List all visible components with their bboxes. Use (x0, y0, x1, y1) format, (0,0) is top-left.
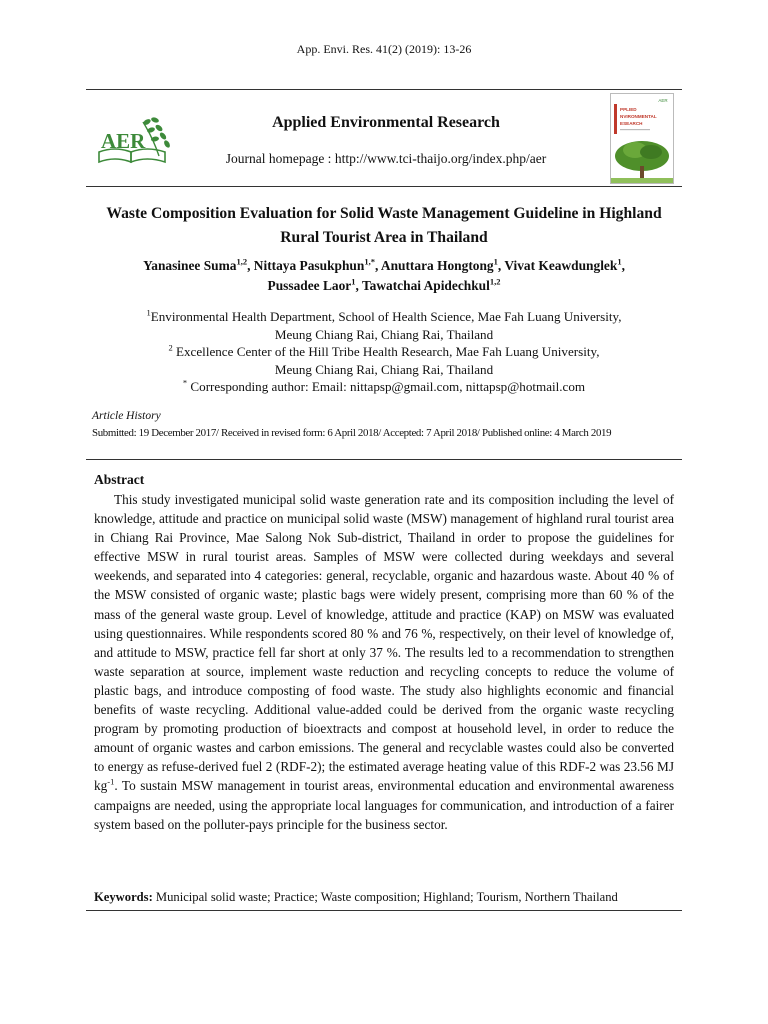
author-separator: , (374, 258, 381, 273)
journal-logo (95, 112, 177, 170)
affiliation-2 (100, 343, 668, 361)
running-header: App. Envi. Res. 41(2) (2019): 13-26 (296, 42, 472, 56)
author-name: Tawatchai Apidechkul (361, 278, 490, 293)
author-name: Vivat Keawdunglek (504, 258, 618, 273)
author-affil-sup: 1 (351, 276, 356, 287)
logo-text: AER (101, 129, 146, 153)
affiliation-sup: 1 (146, 307, 151, 318)
abstract-text-continued: . To sustain MSW management in tourist areas, environmental education and environmental awareness campaigns are needed, using the appropriate local languages for communication, and introduction of a fairer system based on the polluter-pays principle for the business sector. (94, 778, 674, 832)
affiliation-line: Environmental Health Department, School of Health Science, Mae Fah Luang University, (150, 309, 622, 324)
article-title: Waste Composition Evaluation for Solid Waste Management Guideline in Highland Rural Tourist Area in Thailand (106, 205, 662, 246)
journal-cover (610, 93, 674, 184)
affiliation-line: Meung Chiang Rai, Chiang Rai, Thailand (274, 326, 494, 342)
cover-title-line-2: NVIRONMENTAL (620, 114, 657, 119)
abstract-text: This study investigated municipal solid waste generation rate and its composition including the level of knowledge, attitude and practice on municipal solid waste (MSW) management of highland rural tourist area in Chiang Rai Province, Mae Salong Nok Sub-district, Thailand in order to propose the guidelines for effective MSW in rural tourist areas. Samples of MSW were collected during weekdays and several weekends, and separated into 4 categories: general, recyclable, organic and hazardous waste. About 40 % of the MSW consisted of organic waste; plastic bags were widely present, comprising more than 60 % of the mass of the general waste group. Level of knowledge, attitude and practice (KAP) on MSW was evaluated using questionnaires. While respondents scored 80 % and 76 %, respectively, on their level of knowledge of, and attitude to MSW, practice fell far short at only 37 %. The results led to a recommendation to strengthen waste separation at source, implement waste reduction and recycling concepts to reduce the volume of plastic bags, and introduce composting of food waste. The study also highlights economic and financial benefits of waste recycling. Additional value-added could be derived from the organic waste recycling program by promoting production of bioextracts and compost at household level, in order to reduce the amount of organic wastes and carbon emissions. The general and recyclable wastes could also be converted to energy as refuse-derived fuel 2 (RDF-2); the estimated average heating value of this RDF-2 was 23.56 MJ kg (94, 492, 674, 794)
author-separator: , (247, 258, 254, 273)
cover-badge: AER (658, 98, 668, 103)
header-top-rule (86, 89, 682, 90)
cover-title-line-1: PPLIED (620, 107, 637, 112)
corresponding-author (100, 378, 668, 396)
affiliation-line: Excellence Center of the Hill Tribe Health Research, Mae Fah Luang University, (172, 344, 600, 359)
author-separator: , (497, 258, 505, 273)
author-name: Anuttara Hongtong (380, 258, 494, 273)
corresponding-email[interactable]: Corresponding author: Email: nittapsp@gmail.com, nittapsp@hotmail.com (187, 379, 586, 394)
author-affil-sup: 1 (493, 256, 498, 267)
author-separator: , (621, 258, 625, 273)
author-affil-sup: 1,* (364, 256, 375, 267)
affiliation-sup: 2 (168, 342, 173, 353)
abstract-body (94, 490, 674, 834)
cover-title-line-3: ESEARCH (620, 121, 643, 126)
journal-homepage[interactable]: Journal homepage : http://www.tci-thaijo.org/index.php/aer (225, 151, 547, 166)
author-affil-sup: 1,2 (236, 256, 248, 267)
author-affil-sup: 1,2 (489, 276, 501, 287)
keywords (94, 890, 674, 905)
affiliation-line: Meung Chiang Rai, Chiang Rai, Thailand (274, 361, 494, 377)
author-name: Yanasinee Suma (143, 258, 237, 273)
affiliation-sup: * (182, 377, 188, 388)
keywords-text: Municipal solid waste; Practice; Waste composition; Highland; Tourism, Northern Thailand (152, 890, 618, 904)
author-separator: , (355, 278, 362, 293)
author-name: Pussadee Laor (267, 278, 352, 293)
header-bottom-rule (86, 186, 682, 187)
author-name: Nittaya Pasukphun (253, 258, 365, 273)
affiliation-list (100, 308, 668, 396)
keywords-bottom-rule (86, 910, 682, 911)
author-affil-sup: 1 (617, 256, 622, 267)
journal-name: Applied Environmental Research (272, 114, 500, 131)
abstract-top-rule (86, 459, 682, 460)
article-history-dates: Submitted: 19 December 2017/ Received in revised form: 6 April 2018/ Accepted: 7 April 2018/ Published online: 4 March 2019 (92, 427, 612, 439)
article-history-label: Article History (92, 410, 161, 422)
author-list (100, 256, 668, 296)
keywords-label: Keywords: (94, 890, 153, 904)
unit-exponent: -1 (107, 777, 115, 787)
abstract-heading: Abstract (94, 472, 145, 487)
affiliation-1 (100, 308, 668, 326)
